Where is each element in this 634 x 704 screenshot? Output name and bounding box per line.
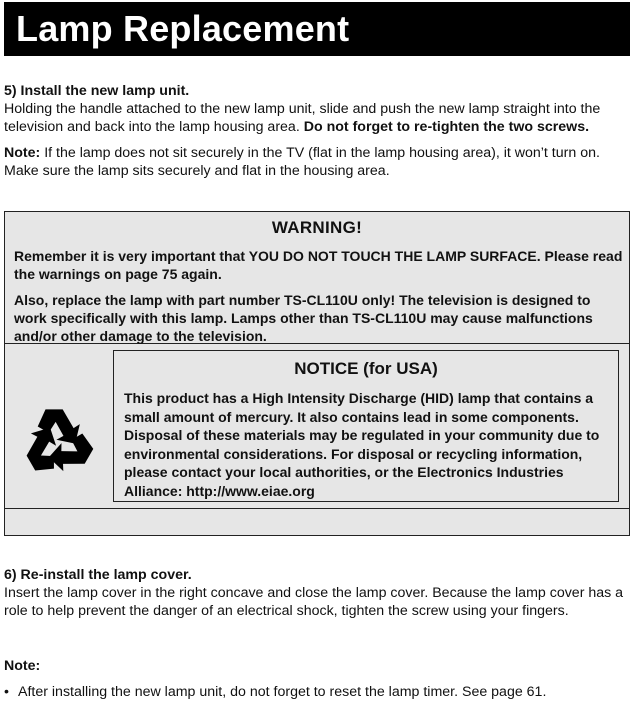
notice-box [113,350,619,502]
note-2-label: Note: [4,658,41,674]
page-title: Lamp Replacement [16,8,350,49]
notice-body: This product has a High Intensity Discharge (HID) lamp that contains a small amount of mercury. It also contains lead in some components. Disposal of these materials may be regulated in your community due to environmental considerations. For disposal or recycling information, please contact your local authorities, or the Electronics Industries Alliance: http://www.eiae.org [124,390,600,499]
notice-title: NOTICE (for USA) [294,359,438,378]
warning-box [4,211,630,536]
step-6-body: Insert the lamp cover in the right concave and close the lamp cover. Because the lamp cover has a role to help prevent the danger of an electrical shock, tighten the screw using your fingers. [4,585,624,619]
step-6-heading: 6) Re-install the lamp cover. [4,567,192,583]
warning-paragraph-1: Remember it is very important that YOU DO NOT TOUCH THE LAMP SURFACE. Please read the warnings on page 75 again. [14,248,623,282]
warning-paragraph-2: Also, replace the lamp with part number TS-CL110U only! The television is designed to work specifically with this lamp. Lamps other than TS-CL110U may cause malfunctions and/or other damage to the television. [14,292,593,344]
step-5-body [4,100,632,136]
note-2-item-text: After installing the new lamp unit, do not forget to reset the lamp timer. See page 61. [18,684,547,700]
notice-row [5,344,629,509]
step-5-body-text: Holding the handle attached to the new lamp unit, slide and push the new lamp straight into the television and back into the lamp housing area. [4,101,601,135]
bullet-icon: • [4,684,9,700]
step-5-heading: 5) Install the new lamp unit. [4,83,190,99]
warning-title: WARNING! [271,218,363,237]
note-label: Note: [4,145,41,161]
step-5-body-bold: Do not forget to re-tighten the two screws. [303,119,590,135]
title-bar [4,2,630,56]
recycle-icon [19,400,97,478]
warning-section [5,212,629,344]
note-text: If the lamp does not sit securely in the TV (flat in the lamp housing area), it won’t turn on. Make sure the lamp sits securely and flat in the housing area. [4,145,600,179]
note-2-item [4,683,632,701]
step-5-note [4,144,632,180]
